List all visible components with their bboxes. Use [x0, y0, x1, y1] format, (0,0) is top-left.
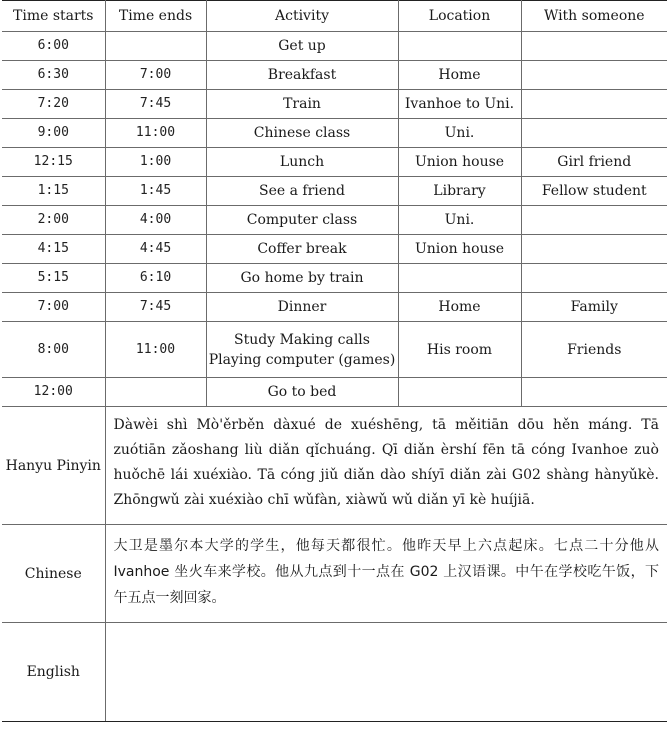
time-end-cell [105, 32, 206, 61]
table-row [2, 177, 667, 206]
table-row [2, 206, 667, 235]
location-cell: Library [398, 177, 521, 206]
time-start-cell: 12:15 [2, 148, 105, 177]
chinese-row [2, 525, 667, 623]
time-end-cell: 1:45 [105, 177, 206, 206]
table-row [2, 90, 667, 119]
english-label: English [2, 623, 105, 722]
time-start-cell: 2:00 [2, 206, 105, 235]
location-cell [398, 378, 521, 407]
header-activity: Activity [206, 1, 398, 32]
activity-text: See a friend [258, 183, 346, 199]
time-start-cell: 8:00 [2, 322, 105, 378]
activity-text: Lunch [279, 154, 325, 170]
location-cell: Union house [398, 235, 521, 264]
location-cell: Uni. [398, 119, 521, 148]
activity-text: Playing computer (games) [208, 351, 396, 368]
activity-text: Dinner [277, 299, 327, 315]
chinese-text: 大卫是墨尔本大学的学生，他每天都很忙。他昨天早上六点起床。七点二十分他从 Ivanhoe 坐火车来学校。他从九点到十一点在 G02 上汉语课。中午在学校吃午饭，下午五点一刻回家。 [105, 525, 667, 623]
table-row [2, 119, 667, 148]
with-someone-cell [521, 61, 667, 90]
activity-cell [206, 61, 398, 90]
activity-cell [206, 90, 398, 119]
activity-text: Chinese class [253, 125, 351, 141]
location-cell [398, 32, 521, 61]
header-time-starts: Time starts [2, 1, 105, 32]
time-end-cell: 11:00 [105, 322, 206, 378]
activity-cell [206, 32, 398, 61]
location-cell: Home [398, 61, 521, 90]
pinyin-text: Dàwèi shì Mò'ěrběn dàxué de xuéshēng, tā měitiān dōu hěn máng. Tā zuótiān zǎoshang liù diǎn qǐchuáng. Qī diǎn èrshí fēn tā cóng Ivanhoe zuò huǒchē lái xuéxiào. Tā cóng jiǔ diǎn dào shíyī diǎn zài G02 shàng hànyǔkè. Zhōngwǔ zài xuéxiào chī wǔfàn, xiàwǔ wǔ diǎn yī kè huíjiā. [105, 407, 667, 525]
with-someone-cell [521, 119, 667, 148]
english-row [2, 623, 667, 722]
location-cell: Union house [398, 148, 521, 177]
with-someone-cell: Girl friend [521, 148, 667, 177]
time-end-cell: 4:00 [105, 206, 206, 235]
activity-text: Go home by train [240, 270, 364, 286]
time-end-cell: 7:00 [105, 61, 206, 90]
activity-text: Get up [278, 38, 326, 54]
with-someone-cell: Fellow student [521, 177, 667, 206]
time-end-cell: 7:45 [105, 90, 206, 119]
with-someone-cell [521, 32, 667, 61]
activity-cell [206, 378, 398, 407]
time-start-cell: 4:15 [2, 235, 105, 264]
table-row [2, 322, 667, 378]
time-end-cell: 6:10 [105, 264, 206, 293]
activity-text: Study Making calls [234, 331, 370, 348]
activity-text: Breakfast [267, 67, 337, 83]
table-row [2, 61, 667, 90]
location-cell: Ivanhoe to Uni. [398, 90, 521, 119]
time-end-cell: 4:45 [105, 235, 206, 264]
activity-text: Go to bed [267, 384, 337, 400]
with-someone-cell [521, 206, 667, 235]
header-time-ends: Time ends [105, 1, 206, 32]
with-someone-cell: Family [521, 293, 667, 322]
table-row [2, 148, 667, 177]
table-row [2, 264, 667, 293]
time-start-cell: 1:15 [2, 177, 105, 206]
activity-cell [206, 322, 398, 378]
location-cell: Uni. [398, 206, 521, 235]
chinese-label: Chinese [2, 525, 105, 623]
location-cell: His room [398, 322, 521, 378]
header-row [2, 1, 667, 32]
location-cell: Home [398, 293, 521, 322]
table-row [2, 235, 667, 264]
activity-cell [206, 206, 398, 235]
time-start-cell: 5:15 [2, 264, 105, 293]
time-start-cell: 7:20 [2, 90, 105, 119]
activity-text: Train [283, 96, 321, 112]
header-with-someone: With someone [521, 1, 667, 32]
header-location: Location [398, 1, 521, 32]
activity-cell [206, 177, 398, 206]
activity-cell [206, 293, 398, 322]
with-someone-cell [521, 90, 667, 119]
activity-cell [206, 264, 398, 293]
activity-text: Computer class [246, 212, 358, 228]
table-row [2, 378, 667, 407]
pinyin-label: Hanyu Pinyin [2, 407, 105, 525]
with-someone-cell [521, 378, 667, 407]
activity-cell [206, 119, 398, 148]
time-end-cell [105, 378, 206, 407]
activity-text: Coffer break [257, 241, 347, 257]
time-end-cell: 1:00 [105, 148, 206, 177]
time-start-cell: 6:30 [2, 61, 105, 90]
table-row [2, 293, 667, 322]
time-end-cell: 7:45 [105, 293, 206, 322]
time-start-cell: 9:00 [2, 119, 105, 148]
location-cell [398, 264, 521, 293]
schedule-table [2, 0, 667, 722]
time-start-cell: 6:00 [2, 32, 105, 61]
table-row [2, 32, 667, 61]
time-start-cell: 7:00 [2, 293, 105, 322]
activity-cell [206, 148, 398, 177]
pinyin-row [2, 407, 667, 525]
english-text[interactable] [105, 623, 667, 722]
time-start-cell: 12:00 [2, 378, 105, 407]
with-someone-cell [521, 264, 667, 293]
with-someone-cell: Friends [521, 322, 667, 378]
with-someone-cell [521, 235, 667, 264]
activity-cell [206, 235, 398, 264]
time-end-cell: 11:00 [105, 119, 206, 148]
